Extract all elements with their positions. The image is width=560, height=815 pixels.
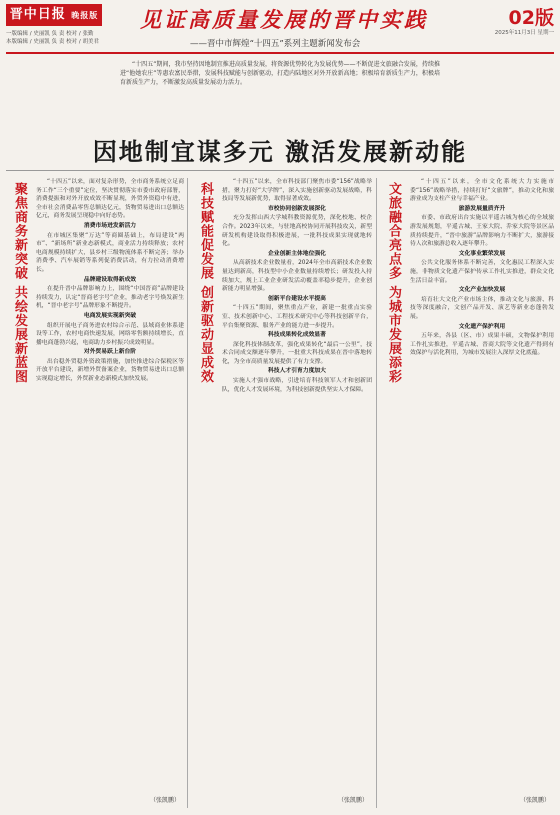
page-subheadline: ——晋中市辉煌“十四五”系列主题新闻发布会 <box>190 39 361 49</box>
staff-line: 本版编辑 / 史丽凯 负 责 校对 / 胡美君 <box>6 39 99 45</box>
column-divider <box>187 178 188 808</box>
issue-date: 2025年11月3日 星期一 <box>494 30 554 36</box>
article-commerce <box>6 178 184 808</box>
paragraph: “十四五”以来，全市文化系统大力实施市委“156”战略举措，持续打好“文旅牌”，推动文化和旅游业成为支柱产业与幸福产业。 <box>410 179 554 203</box>
section-heading: 企业创新主体地位强化 <box>268 250 326 257</box>
paragraph: 深化科技体制改革，强化成果转化“最后一公里”，技术合同成交额逐年攀升，一批重大科技成果在晋中落地转化，为全市高质量发展提供了有力支撑。 <box>222 341 372 365</box>
vtitle-main: 聚焦商务新突破 <box>12 182 27 280</box>
byline: （张凯鹏） <box>337 797 368 804</box>
paragraph: 五年来，各县（区、市）成果丰硕，文物保护利用工作扎实推进，平遥古城、晋商大院等文化遗产得到有效保护与活化利用，为城市发展注入深厚文化底蕴。 <box>410 333 554 357</box>
vtitle-main: 科技赋能促发展 <box>198 182 213 280</box>
paragraph: 充分发挥山西大学城科教资源优势，深化校地、校企合作。2023年以来，与驻地高校协同开展科技攻关，新型研发机构建设取得积极进展，一批科技成果实现就地转化。 <box>222 215 372 248</box>
vtitle-sub: 创新驱动显成效 <box>198 285 213 384</box>
page-headline: 见证高质量发展的晋中实践 <box>140 7 428 32</box>
section-heading: 文化遗产保护利用 <box>458 323 506 330</box>
article-vertical-title <box>6 182 32 384</box>
masthead-logo <box>6 4 102 26</box>
section-heading: 对外贸易跃上新台阶 <box>83 349 137 356</box>
section-heading: 电商发展实现新突破 <box>83 312 137 319</box>
section-heading: 科技人才引育力度加大 <box>268 368 326 375</box>
title-rule <box>6 170 554 171</box>
section-heading: 旅游发展量质齐升 <box>458 205 506 212</box>
paragraph: 出台稳外贸稳外资政策措施，加快推进综合保税区等开放平台建设，新增外贸备案企业，货物贸易进出口总额实现稳定增长，外贸新业态新模式加快发展。 <box>36 358 184 383</box>
byline: （张凯鹏） <box>519 797 550 804</box>
masthead-edition: 晚报版 <box>71 10 99 20</box>
masthead-name: 晋中日报 <box>9 7 66 22</box>
paragraph: “十四五”以来，全市科技部门聚焦市委“156”战略举措，聚力打好“大学牌”，深入实施创新驱动发展战略，科技局等发展新优势，取得显著成效。 <box>222 179 372 203</box>
main-title: 因地制宜谋多元 激活发展新动能 <box>92 137 468 166</box>
article-body <box>410 178 554 358</box>
paragraph: 实施人才强市战略，引进培育科技领军人才和创新团队，优化人才发展环境，为科技创新提供坚实人才保障。 <box>222 378 372 393</box>
article-body <box>36 178 184 384</box>
staff-credits <box>6 30 136 46</box>
vtitle-main: 文旅融合亮点多 <box>386 182 401 280</box>
section-heading: 市校协同创新发展深化 <box>268 205 326 212</box>
section-heading: 创新平台建设水平提高 <box>268 295 326 302</box>
paragraph: “十四五”以来，面对复杂形势，全市商务系统立足商务工作“三个重要”定位，坚决贯彻落实市委市政府部署，消费提振和对外开放成效不断显现，外贸外资稳中有进，全市社会消费品零售总额达亿元，货物贸易进出口总额达亿元，商务发展呈现稳中向好态势。 <box>36 179 184 220</box>
section-heading: 科技成果转化成效显著 <box>268 332 326 339</box>
article-technology <box>192 178 372 808</box>
header-rule <box>6 52 554 54</box>
paragraph: 在提升晋中品牌影响力上，围绕“中国晋商”品牌建设持续发力，认定“晋商老字号”企业，推动老字号焕发新生机，“晋中老字号”品牌形象不断提升。 <box>36 286 184 310</box>
article-vertical-title <box>380 182 406 384</box>
paragraph: “十四五”期间，聚焦重点产业，新建一批重点实验室、技术创新中心、工程技术研究中心等科技创新平台，平台集聚资源、服务产业的能力进一步提升。 <box>222 305 372 329</box>
article-body <box>222 178 372 394</box>
section-heading: 文化事业繁荣发展 <box>458 250 506 257</box>
vtitle-sub: 为城市发展添彩 <box>386 285 401 384</box>
vtitle-sub: 共绘发展新蓝图 <box>12 285 27 384</box>
paragraph: 市委、市政府出台实施以平遥古城为核心的全域旅游发展规划，平遥古城、王家大院、乔家大院等景区品质持续提升，“晋中旅游”品牌影响力不断扩大，旅游接待人次和旅游总收入逐年攀升。 <box>410 215 554 248</box>
article-vertical-title <box>192 182 218 384</box>
paragraph: 组织开展电子商务进农村综合示范、县域商业体系建设等工作，农村电商快速发展，网络零售额持续增长，直播电商蓬勃兴起，电商助力乡村振兴成效明显。 <box>36 322 184 346</box>
section-heading: 文化产业加快发展 <box>458 287 506 294</box>
article-culture-tourism <box>380 178 554 808</box>
paragraph: 在市城区集聚“万达”等商圈基础上，布局建设“两市”、“新场所”新业态新模式，商业活力持续释放；农村电商规模持续扩大，县乡村三级物流体系不断完善；举办消费季、汽车展销等系列促消费活动，有力拉动消费增长。 <box>36 232 184 273</box>
section-heading: 品牌建设取得新成效 <box>83 276 137 283</box>
column-divider <box>376 178 377 808</box>
byline: （张凯鹏） <box>149 797 180 804</box>
intro-paragraph: “十四五”期间，我市坚持因地制宜推进高质量发展，将资源优势转化为发展优势——不断促进文旅融合发展，持续推进“他她农庄”等惠农富民举措，发展科技赋能与创新驱动，打造内陆地区对外开放新高地；积极培育新质生产力，积极培育新质生产力，不断激发高质量发展动力活力。 <box>120 61 440 87</box>
paragraph: 从高新技术企业数量看，2024年全市高新技术企业数量达到新高，科技型中小企业数量持续增长；研发投入持续加大，规上工业企业研发活动覆盖率稳步提升，企业创新能力明显增强。 <box>222 260 372 293</box>
paragraph: 公共文化服务体系不断完善，文化惠民工程深入实施，非物质文化遗产保护传承工作扎实推进，群众文化生活日益丰富。 <box>410 260 554 284</box>
staff-line: 一版编辑 / 史丽凯 负 责 校对 / 张勤 <box>6 31 94 37</box>
page-number: 02版 <box>508 7 554 29</box>
section-heading: 消费市场迸发新活力 <box>83 222 137 229</box>
paragraph: 培育壮大文化产业市场主体，推动文化与旅游、科技等深度融合，文创产品开发、演艺等新业态蓬勃发展。 <box>410 296 554 320</box>
